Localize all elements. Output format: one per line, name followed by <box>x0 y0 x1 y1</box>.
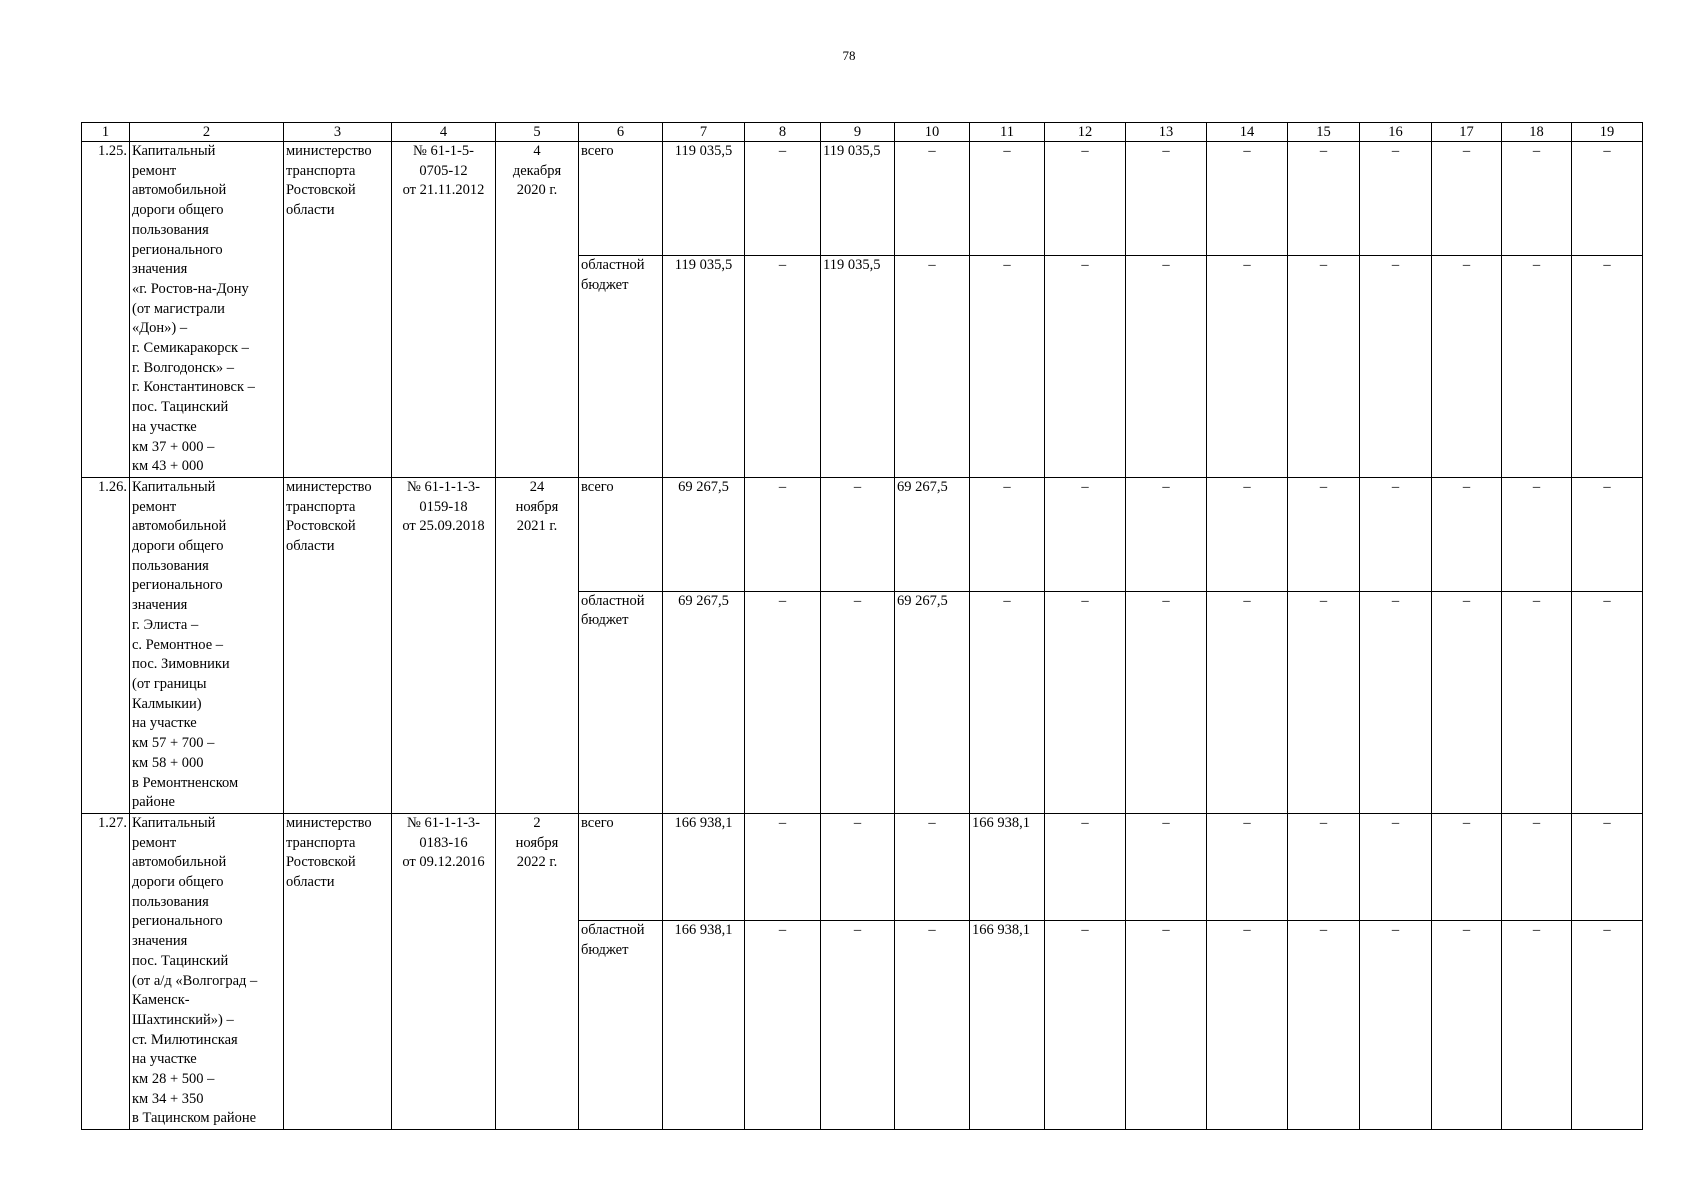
funding-source: всего <box>579 477 663 591</box>
column-header-6: 6 <box>579 123 663 142</box>
column-header-14: 14 <box>1207 123 1288 142</box>
budget-table <box>81 122 1643 1130</box>
column-header-13: 13 <box>1126 123 1207 142</box>
amount-cell: – <box>895 921 970 1130</box>
amount-cell: 119 035,5 <box>821 142 895 256</box>
amount-cell: – <box>1288 255 1360 477</box>
column-header-17: 17 <box>1432 123 1502 142</box>
column-header-2: 2 <box>130 123 284 142</box>
amount-cell: – <box>1432 813 1502 920</box>
column-header-18: 18 <box>1502 123 1572 142</box>
page-number: 78 <box>842 48 856 63</box>
amount-cell: – <box>1045 813 1126 920</box>
amount-cell: – <box>1432 477 1502 591</box>
amount-cell: – <box>745 255 821 477</box>
column-header-16: 16 <box>1360 123 1432 142</box>
amount-cell: – <box>1045 255 1126 477</box>
table-header <box>82 123 1643 142</box>
amount-cell: 166 938,1 <box>970 921 1045 1130</box>
column-header-8: 8 <box>745 123 821 142</box>
table-row-total <box>82 477 1643 591</box>
amount-cell: – <box>1572 813 1643 920</box>
amount-cell: – <box>1502 921 1572 1130</box>
amount-cell: – <box>1360 255 1432 477</box>
amount-cell: – <box>1432 591 1502 813</box>
funding-source: всего <box>579 142 663 256</box>
amount-cell: – <box>1126 591 1207 813</box>
amount-cell: – <box>1572 142 1643 256</box>
amount-cell: – <box>1045 591 1126 813</box>
amount-cell: – <box>745 477 821 591</box>
header-row <box>82 123 1643 142</box>
column-header-7: 7 <box>663 123 745 142</box>
amount-cell: – <box>745 591 821 813</box>
amount-cell: – <box>1502 813 1572 920</box>
column-header-4: 4 <box>392 123 496 142</box>
amount-cell: – <box>745 813 821 920</box>
amount-cell: – <box>745 142 821 256</box>
completion-date: 2 ноября 2022 г. <box>496 813 579 1129</box>
amount-cell: – <box>970 477 1045 591</box>
amount-cell: – <box>1360 813 1432 920</box>
amount-cell: – <box>970 142 1045 256</box>
amount-cell: 69 267,5 <box>663 477 745 591</box>
amount-cell: – <box>1360 921 1432 1130</box>
row-number: 1.26. <box>82 477 130 813</box>
funding-source: областной бюджет <box>579 591 663 813</box>
amount-cell: – <box>1207 255 1288 477</box>
amount-cell: – <box>1502 142 1572 256</box>
customer-name: министерство транспорта Ростовской области <box>284 142 392 478</box>
column-header-12: 12 <box>1045 123 1126 142</box>
amount-cell: 119 035,5 <box>663 142 745 256</box>
amount-cell: 166 938,1 <box>970 813 1045 920</box>
funding-source: областной бюджет <box>579 921 663 1130</box>
amount-cell: – <box>1288 921 1360 1130</box>
amount-cell: – <box>1572 591 1643 813</box>
funding-source: областной бюджет <box>579 255 663 477</box>
amount-cell: 69 267,5 <box>895 477 970 591</box>
amount-cell: – <box>1502 255 1572 477</box>
amount-cell: – <box>1502 591 1572 813</box>
amount-cell: – <box>1572 477 1643 591</box>
amount-cell: – <box>1126 813 1207 920</box>
amount-cell: – <box>1288 813 1360 920</box>
row-number: 1.27. <box>82 813 130 1129</box>
amount-cell: – <box>1207 142 1288 256</box>
amount-cell: – <box>745 921 821 1130</box>
column-header-9: 9 <box>821 123 895 142</box>
amount-cell: 166 938,1 <box>663 921 745 1130</box>
amount-cell: – <box>1432 921 1502 1130</box>
completion-date: 24 ноября 2021 г. <box>496 477 579 813</box>
column-header-11: 11 <box>970 123 1045 142</box>
object-name: Капитальный ремонт автомобильной дороги общего пользования регионального значения г. Элиста – с. Ремонтное – пос. Зимовники (от границы Калмыкии) на участке км 57 + 700 – км 58 + 000 в Ремонтненском районе <box>130 477 284 813</box>
amount-cell: – <box>1207 921 1288 1130</box>
amount-cell: – <box>1045 921 1126 1130</box>
object-name: Капитальный ремонт автомобильной дороги общего пользования регионального значения «г. Ростов-на-Дону (от магистрали «Дон») – г. Семикаракорск – г. Волгодонск» – г. Константиновск – пос. Тацинский на участке км 37 + 000 – км 43 + 000 <box>130 142 284 478</box>
amount-cell: – <box>1288 142 1360 256</box>
table-row-total <box>82 142 1643 256</box>
amount-cell: – <box>1502 477 1572 591</box>
customer-name: министерство транспорта Ростовской области <box>284 477 392 813</box>
funding-source: всего <box>579 813 663 920</box>
amount-cell: – <box>1207 477 1288 591</box>
document-ref: № 61-1-1-3- 0159-18 от 25.09.2018 <box>392 477 496 813</box>
amount-cell: – <box>821 591 895 813</box>
amount-cell: – <box>1572 255 1643 477</box>
amount-cell: – <box>1207 591 1288 813</box>
object-name: Капитальный ремонт автомобильной дороги общего пользования регионального значения пос. Тацинский (от а/д «Волгоград – Каменск- Шахтинский») – ст. Милютинская на участке км 28 + 500 – км 34 + 350 в Тацинском районе <box>130 813 284 1129</box>
row-number: 1.25. <box>82 142 130 478</box>
amount-cell: – <box>1288 477 1360 591</box>
amount-cell: – <box>1126 477 1207 591</box>
amount-cell: – <box>1045 477 1126 591</box>
amount-cell: 119 035,5 <box>821 255 895 477</box>
amount-cell: – <box>1572 921 1643 1130</box>
amount-cell: 166 938,1 <box>663 813 745 920</box>
completion-date: 4 декабря 2020 г. <box>496 142 579 478</box>
amount-cell: – <box>1360 477 1432 591</box>
column-header-15: 15 <box>1288 123 1360 142</box>
amount-cell: – <box>1360 591 1432 813</box>
amount-cell: – <box>1126 921 1207 1130</box>
amount-cell: – <box>1045 142 1126 256</box>
amount-cell: 69 267,5 <box>895 591 970 813</box>
document-ref: № 61-1-1-3- 0183-16 от 09.12.2016 <box>392 813 496 1129</box>
amount-cell: – <box>970 255 1045 477</box>
customer-name: министерство транспорта Ростовской области <box>284 813 392 1129</box>
amount-cell: – <box>1126 142 1207 256</box>
amount-cell: – <box>1126 255 1207 477</box>
amount-cell: – <box>970 591 1045 813</box>
amount-cell: – <box>1288 591 1360 813</box>
amount-cell: – <box>821 921 895 1130</box>
amount-cell: – <box>1432 255 1502 477</box>
amount-cell: 69 267,5 <box>663 591 745 813</box>
amount-cell: – <box>1432 142 1502 256</box>
column-header-5: 5 <box>496 123 579 142</box>
column-header-10: 10 <box>895 123 970 142</box>
table-row-total <box>82 813 1643 920</box>
document-ref: № 61-1-5- 0705-12 от 21.11.2012 <box>392 142 496 478</box>
amount-cell: – <box>1207 813 1288 920</box>
amount-cell: – <box>1360 142 1432 256</box>
amount-cell: – <box>895 255 970 477</box>
column-header-1: 1 <box>82 123 130 142</box>
amount-cell: – <box>895 142 970 256</box>
amount-cell: 119 035,5 <box>663 255 745 477</box>
column-header-19: 19 <box>1572 123 1643 142</box>
amount-cell: – <box>821 813 895 920</box>
amount-cell: – <box>895 813 970 920</box>
table-body <box>82 142 1643 1130</box>
column-header-3: 3 <box>284 123 392 142</box>
amount-cell: – <box>821 477 895 591</box>
